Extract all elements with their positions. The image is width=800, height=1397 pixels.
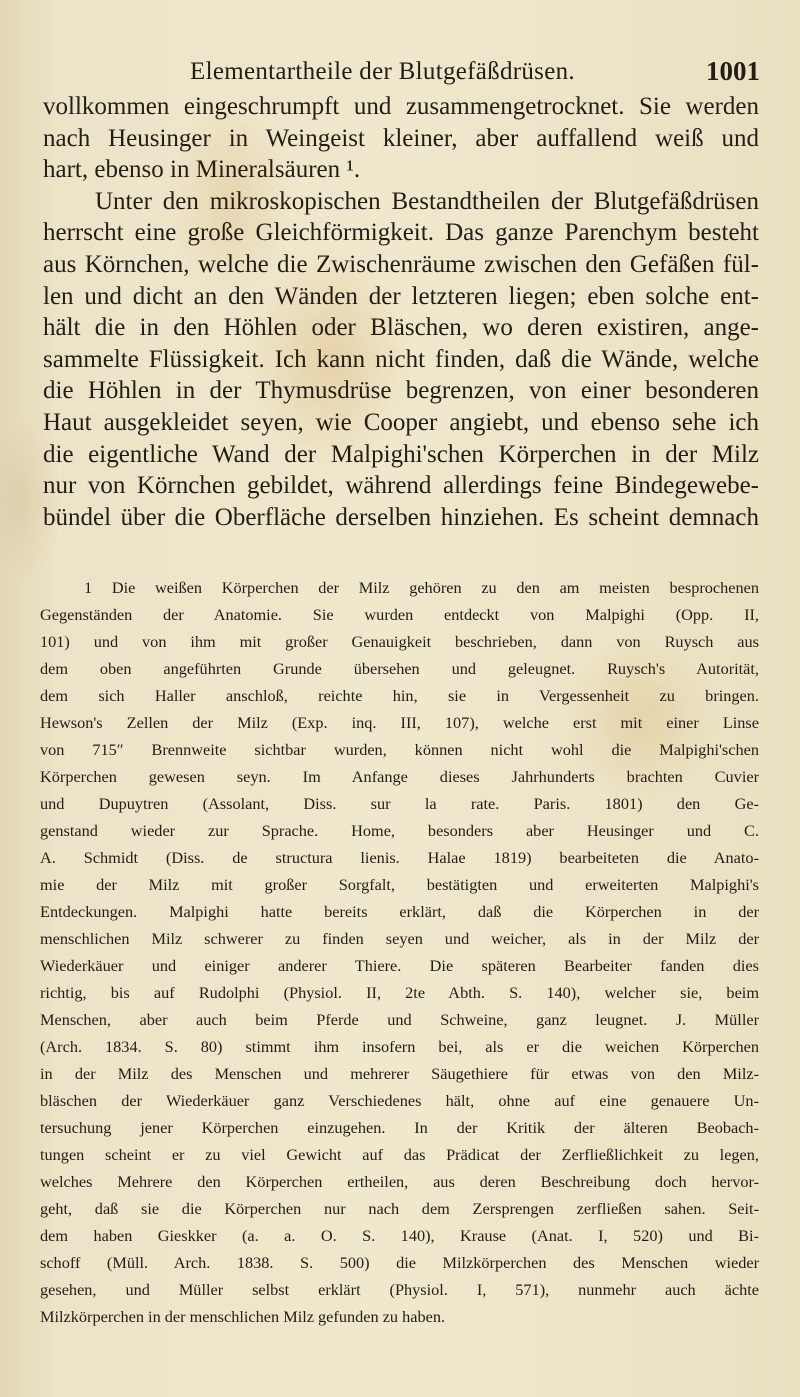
footnote-line: gesehen, und Müller selbst erklärt (Physiol. I, 571), nunmehr auch ächte (40, 1280, 759, 1299)
footnote-line: menschlichen Milz schwerer zu finden seyen und weicher, als in der Milz der (40, 929, 759, 948)
footnote-line: (Arch. 1834. S. 80) stimmt ihm insofern bei, als er die weichen Körperchen (40, 1037, 759, 1056)
footnote-line: dem sich Haller anschloß, reichte hin, sie in Vergessenheit zu bringen. (40, 686, 759, 705)
footnote-line: welches Mehrere den Körperchen ertheilen, aus deren Beschreibung doch hervor- (40, 1172, 759, 1191)
footnote-line: von 715″ Brennweite sichtbar wurden, können nicht wohl die Malpighi'schen (40, 740, 759, 759)
footnote-line: tersuchung jener Körperchen einzugehen. In der Kritik der älteren Beobach- (40, 1118, 759, 1137)
body-line: sammelte Flüssigkeit. Ich kann nicht finden, daß die Wände, welche (43, 345, 759, 373)
body-line: die Höhlen in der Thymusdrüse begrenzen, von einer besonderen (43, 377, 759, 405)
footnote-line: Körperchen gewesen seyn. Im Anfange dieses Jahrhunderts brachten Cuvier (40, 767, 759, 786)
body-line: len und dicht an den Wänden der letzteren liegen; eben solche ent- (43, 282, 759, 310)
footnote-line: schoff (Müll. Arch. 1838. S. 500) die Milzkörperchen des Menschen wieder (40, 1253, 759, 1272)
body-line: Haut ausgekleidet seyen, wie Cooper angiebt, und ebenso sehe ich (43, 408, 759, 436)
body-line: herrscht eine große Gleichförmigkeit. Das ganze Parenchym besteht (43, 219, 759, 247)
footnote-line: bläschen der Wiederkäuer ganz Verschiedenes hält, ohne auf eine genauere Un- (40, 1091, 759, 1110)
footnote-line: und Dupuytren (Assolant, Diss. sur la rate. Paris. 1801) den Ge- (40, 794, 759, 813)
body-line: bündel über die Oberfläche derselben hinziehen. Es scheint demnach (43, 503, 759, 531)
body-line: nach Heusinger in Weingeist kleiner, aber auffallend weiß und (43, 124, 759, 152)
footnote-line: A. Schmidt (Diss. de structura lienis. Halae 1819) bearbeiteten die Anato- (40, 848, 759, 867)
footnote-line: 101) und von ihm mit großer Genauigkeit beschrieben, dann von Ruysch aus (40, 632, 759, 651)
body-line: hält die in den Höhlen oder Bläschen, wo deren existiren, ange- (43, 314, 759, 342)
footnote-line: geht, daß sie die Körperchen nur nach dem Zersprengen zerfließen sahen. Seit- (40, 1199, 759, 1218)
body-line: hart, ebenso in Mineralsäuren ¹. (43, 156, 361, 184)
footnote-line: richtig, bis auf Rudolphi (Physiol. II, 2te Abth. S. 140), welcher sie, beim (40, 983, 759, 1002)
page-header (190, 58, 760, 88)
footnote-line: Gegenständen der Anatomie. Sie wurden entdeckt von Malpighi (Opp. II, (40, 605, 759, 624)
page-number: 1001 (706, 56, 760, 86)
body-line: die eigentliche Wand der Malpighi'schen Körperchen in der Milz (43, 440, 759, 468)
body-line: aus Körnchen, welche die Zwischenräume zwischen den Gefäßen fül- (43, 250, 759, 278)
footnote-line: 1 Die weißen Körperchen der Milz gehören zu den am meisten besprochenen (84, 578, 759, 597)
footnote-line: Menschen, aber auch beim Pferde und Schweine, ganz leugnet. J. Müller (40, 1010, 759, 1029)
running-title: Elementartheile der Blutgefäßdrüsen. (190, 58, 575, 85)
body-line: Unter den mikroskopischen Bestandtheilen der Blutgefäßdrüsen (95, 187, 759, 215)
footnote-line: tungen scheint er zu viel Gewicht auf das Prädicat der Zerfließlichkeit zu legen, (40, 1145, 759, 1164)
footnote-line: mie der Milz mit großer Sorgfalt, bestätigten und erweiterten Malpighi's (40, 875, 759, 894)
footnote-line: dem oben angeführten Grunde übersehen und geleugnet. Ruysch's Autorität, (40, 659, 759, 678)
footnote-line: Milzkörperchen in der menschlichen Milz gefunden zu haben. (40, 1307, 446, 1326)
footnote-line: Hewson's Zellen der Milz (Exp. inq. III, 107), welche erst mit einer Linse (40, 713, 759, 732)
footnote-line: dem haben Gieskker (a. a. O. S. 140), Krause (Anat. I, 520) und Bi- (40, 1226, 759, 1245)
footnote-line: genstand wieder zur Sprache. Home, besonders aber Heusinger und C. (40, 821, 759, 840)
footnote-line: in der Milz des Menschen und mehrerer Säugethiere für etwas von den Milz- (40, 1064, 759, 1083)
body-line: vollkommen eingeschrumpft und zusammengetrocknet. Sie werden (43, 93, 759, 120)
body-text (43, 91, 759, 533)
footnotes (40, 574, 759, 1330)
footnote-line: Wiederkäuer und einiger anderer Thiere. Die späteren Bearbeiter fanden dies (40, 956, 759, 975)
footnote-line: Entdeckungen. Malpighi hatte bereits erklärt, daß die Körperchen in der (40, 902, 759, 921)
body-line: nur von Körnchen gebildet, während allerdings feine Bindegewebe- (43, 472, 759, 500)
